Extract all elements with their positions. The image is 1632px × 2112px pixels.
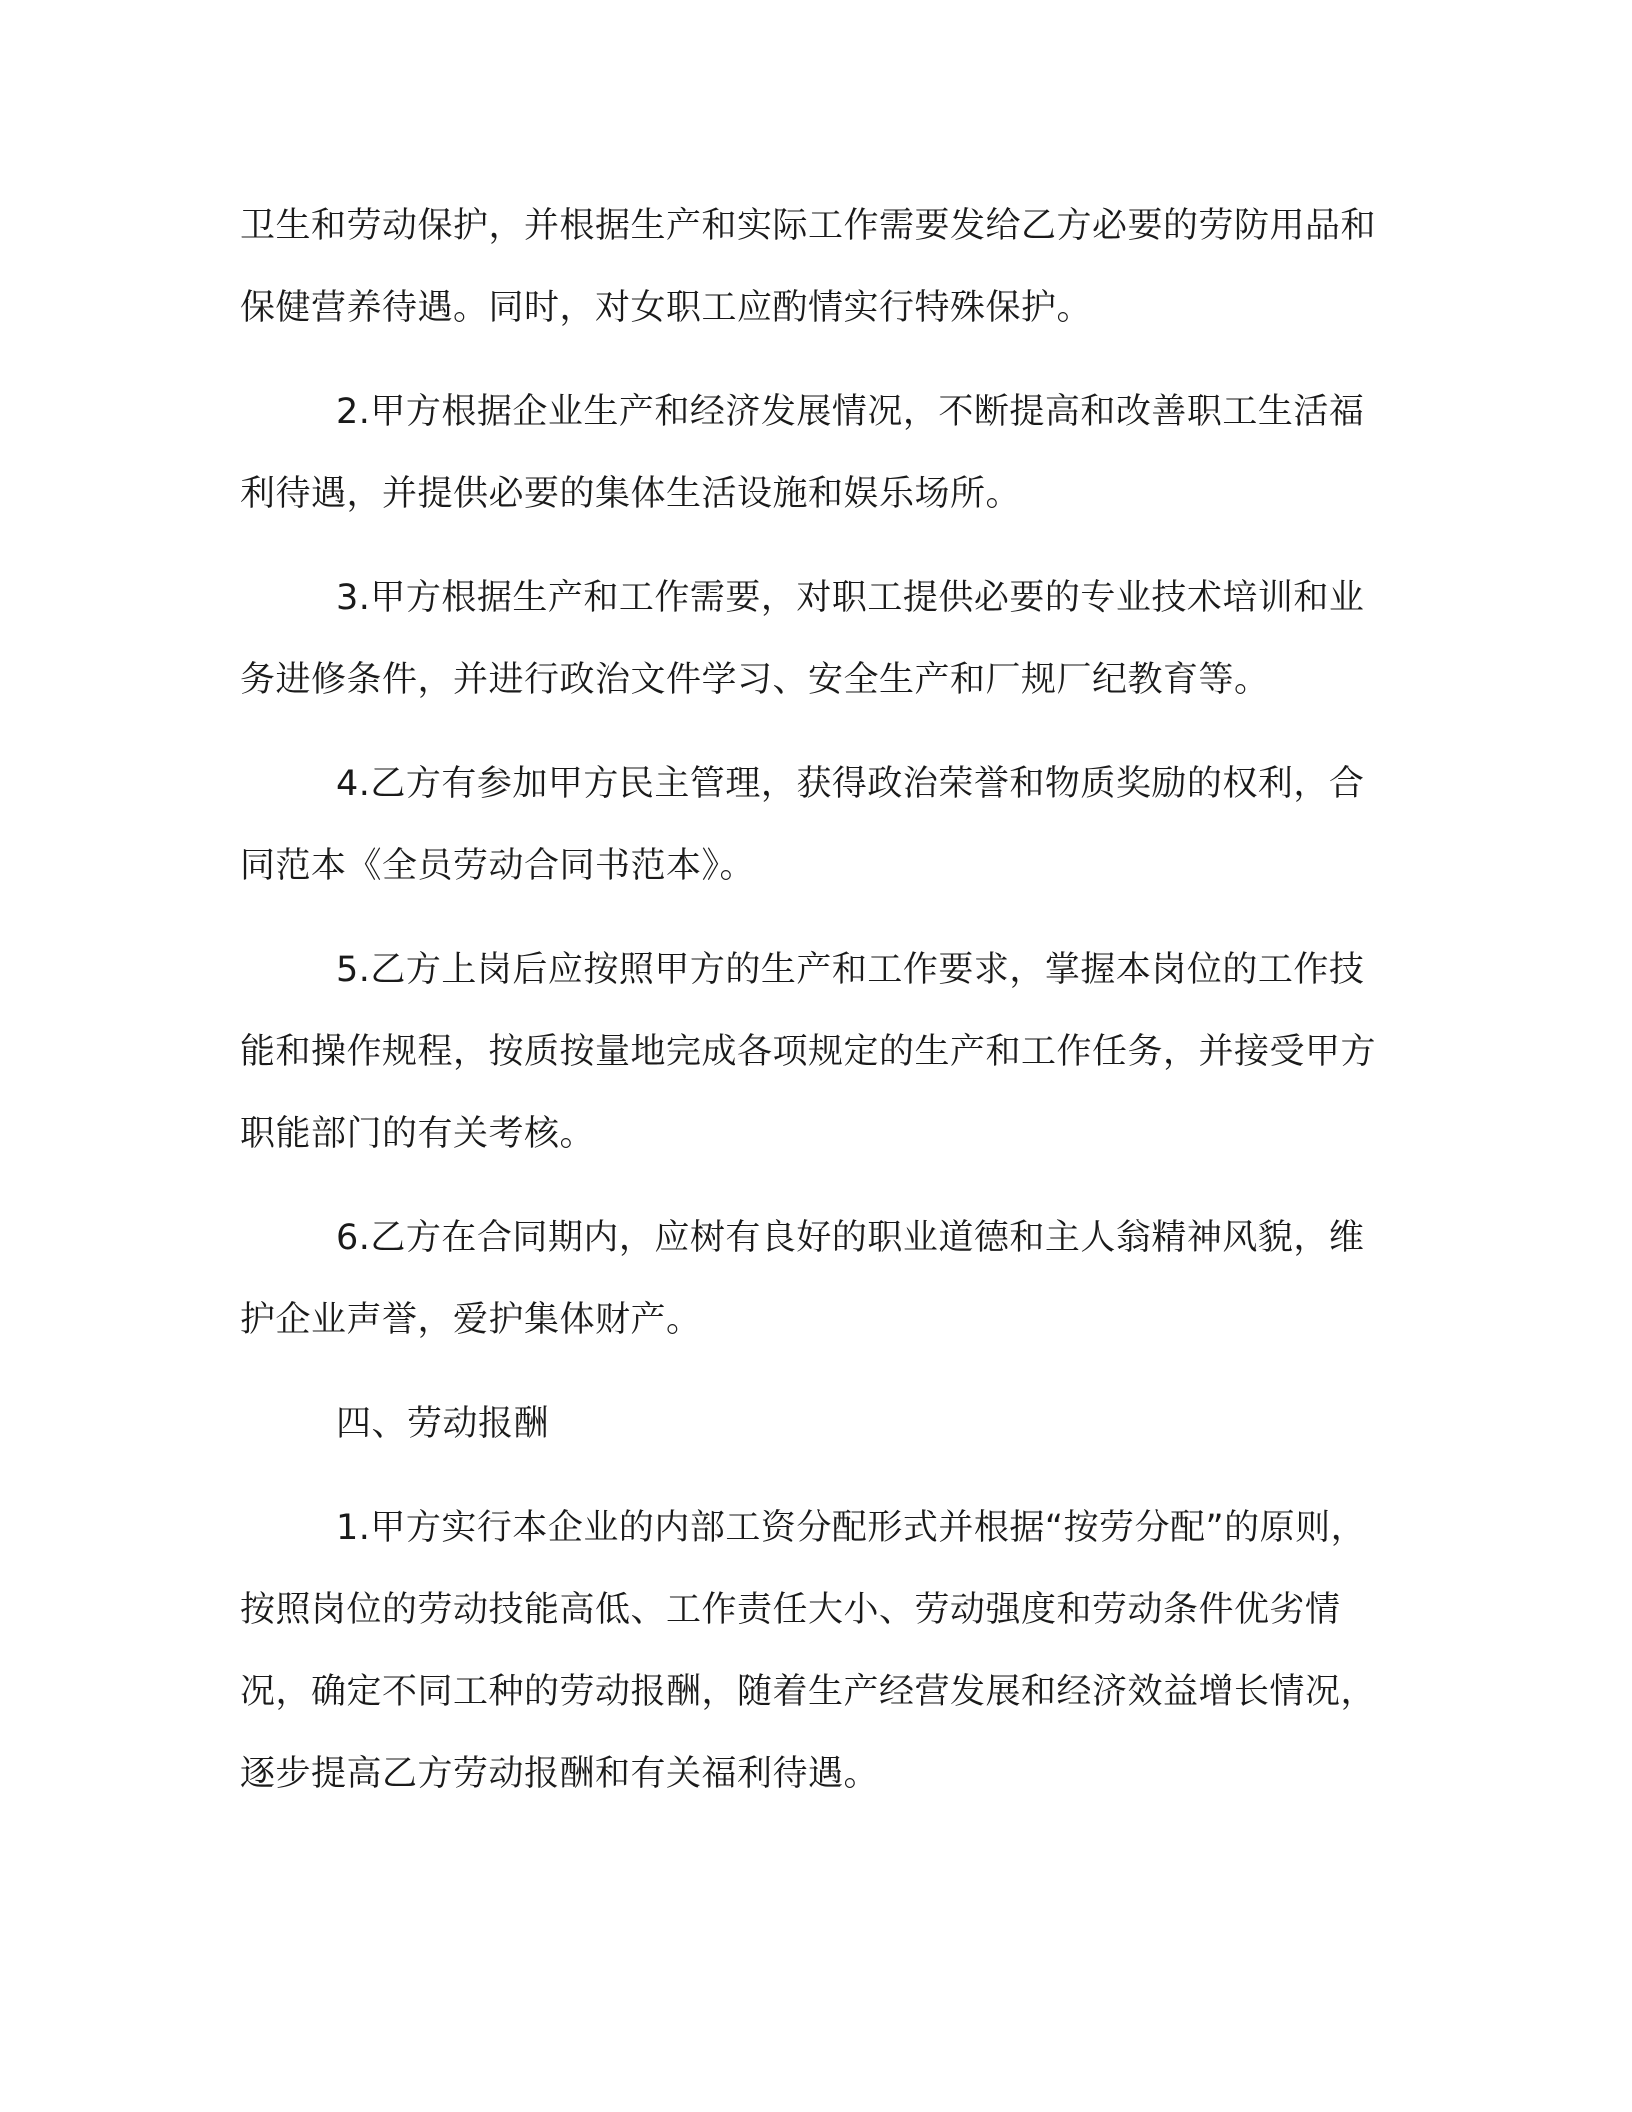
paragraph-continuation: 卫生和劳动保护，并根据生产和实际工作需要发给乙方必要的劳防用品和保健营养待遇。同时，对女职工应酌情实行特殊保护。 xyxy=(240,206,1377,328)
section-heading-labor-remuneration: 四、劳动报酬 xyxy=(336,1404,550,1444)
paragraph-remuneration-clause-1: 1.甲方实行本企业的内部工资分配形式并根据“按劳分配”的原则，按照岗位的劳动技能高低、工作责任大小、劳动强度和劳动条件优劣情况，确定不同工种的劳动报酬，随着生产经营发展和经济效益增长情况，逐步提高乙方劳动报酬和有关福利待遇。 xyxy=(240,1508,1377,1794)
paragraph-clause-6: 6.乙方在合同期内，应树有良好的职业道德和主人翁精神风貌，维护企业声誉，爱护集体财产。 xyxy=(240,1218,1365,1340)
paragraph-clause-2: 2.甲方根据企业生产和经济发展情况，不断提高和改善职工生活福利待遇，并提供必要的集体生活设施和娱乐场所。 xyxy=(240,392,1365,514)
paragraph-clause-4: 4.乙方有参加甲方民主管理，获得政治荣誉和物质奖励的权利，合同范本《全员劳动合同书范本》。 xyxy=(240,764,1365,886)
paragraph-clause-5: 5.乙方上岗后应按照甲方的生产和工作要求，掌握本岗位的工作技能和操作规程，按质按量地完成各项规定的生产和工作任务，并接受甲方职能部门的有关考核。 xyxy=(240,950,1377,1154)
paragraph-clause-3: 3.甲方根据生产和工作需要，对职工提供必要的专业技术培训和业务进修条件，并进行政治文件学习、安全生产和厂规厂纪教育等。 xyxy=(240,578,1365,700)
document-body xyxy=(240,185,1390,1815)
